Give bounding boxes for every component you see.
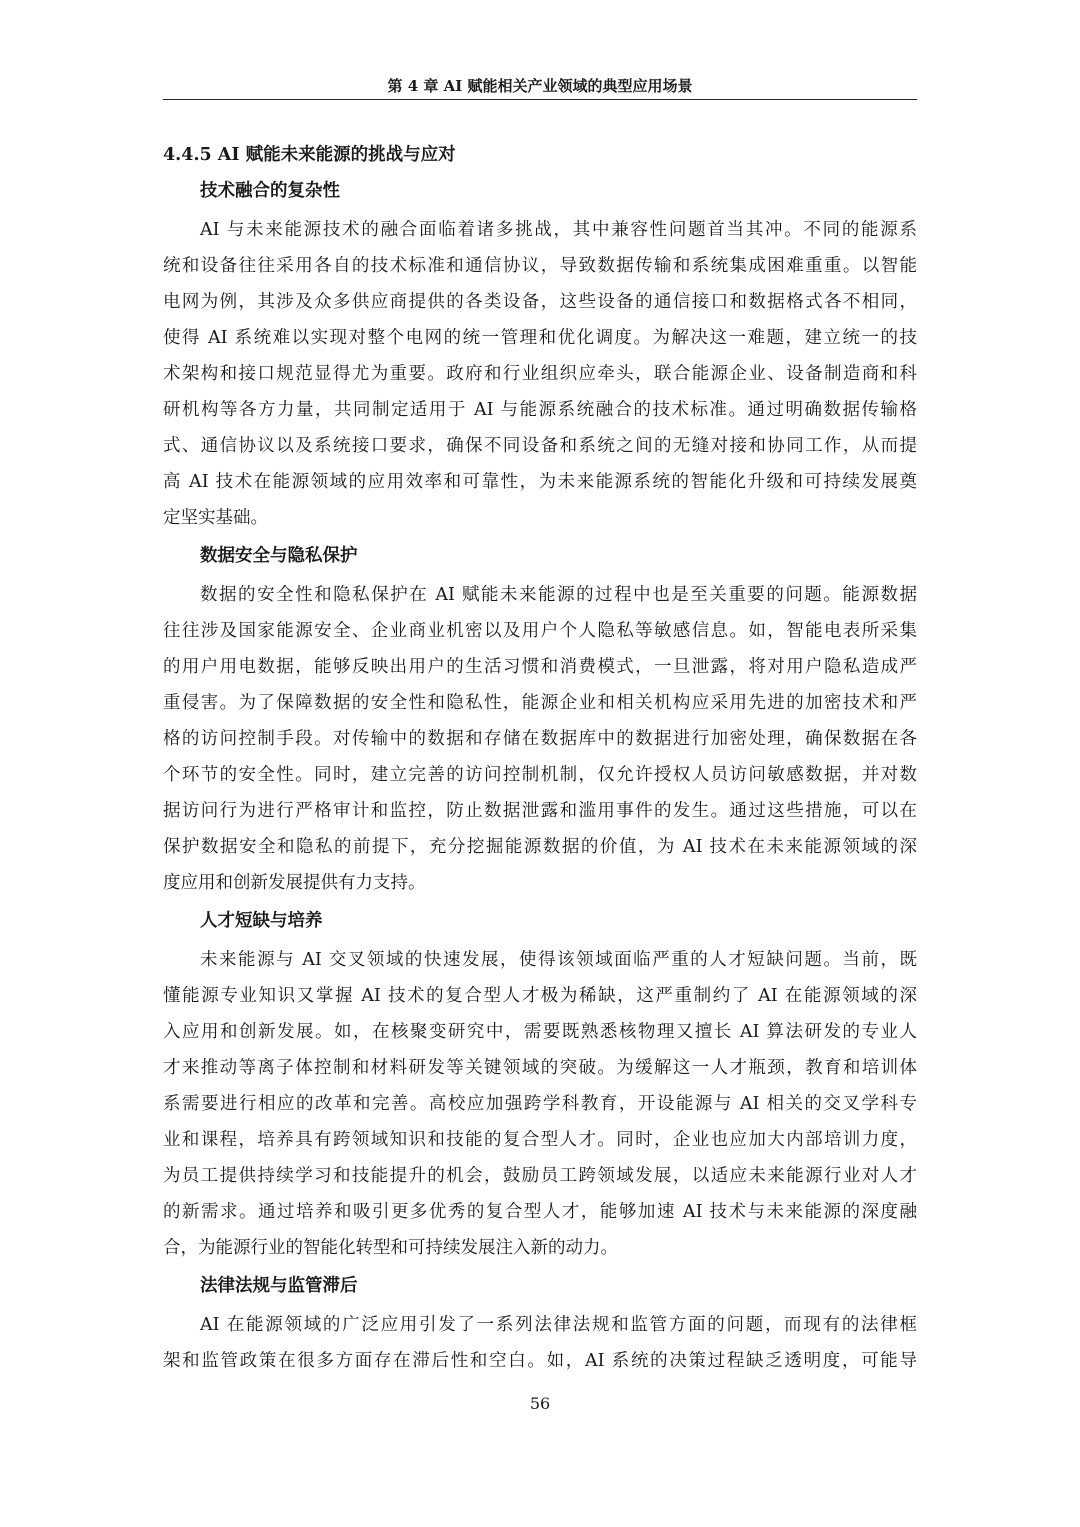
paragraph-line: 研机构等各方力量，共同制定适用于 AI 与能源系统融合的技术标准。通过明确数据传输格 (163, 400, 917, 420)
running-header: 第 4 章 AI 赋能相关产业领域的典型应用场景 (387, 77, 693, 95)
header-rule (163, 99, 917, 100)
paragraph-line: 式、通信协议以及系统接口要求，确保不同设备和系统之间的无缝对接和协同工作，从而提 (163, 436, 917, 456)
paragraph (163, 577, 917, 901)
paragraph-line: 使得 AI 系统难以实现对整个电网的统一管理和优化调度。为解决这一难题，建立统一的技 (163, 328, 917, 348)
paragraph (163, 1307, 917, 1379)
paragraph-line: 才来推动等离子体控制和材料研发等关键领域的突破。为缓解这一人才瓶颈，教育和培训体 (163, 1058, 917, 1078)
paragraph-line: 的用户用电数据，能够反映出用户的生活习惯和消费模式，一旦泄露，将对用户隐私造成严 (163, 657, 917, 677)
paragraph-line: 术架构和接口规范显得尤为重要。政府和行业组织应牵头，联合能源企业、设备制造商和科 (163, 364, 917, 384)
subsection-heading: 技术融合的复杂性 (200, 181, 340, 201)
paragraph (163, 212, 917, 536)
paragraph-line: 为员工提供持续学习和技能提升的机会，鼓励员工跨领域发展，以适应未来能源行业对人才 (163, 1166, 917, 1186)
paragraph-line: 合，为能源行业的智能化转型和可持续发展注入新的动力。 (163, 1238, 618, 1258)
subsection-heading: 人才短缺与培养 (200, 911, 323, 931)
subsection-heading: 法律法规与监管滞后 (200, 1276, 358, 1296)
page-number: 56 (529, 1394, 551, 1413)
paragraph-line: 电网为例，其涉及众多供应商提供的各类设备，这些设备的通信接口和数据格式各不相同， (163, 292, 917, 312)
paragraph-line: 格的访问控制手段。对传输中的数据和存储在数据库中的数据进行加密处理，确保数据在各 (163, 729, 917, 749)
paragraph-line: 据访问行为进行严格审计和监控，防止数据泄露和滥用事件的发生。通过这些措施，可以在 (163, 801, 917, 821)
paragraph-line: 未来能源与 AI 交叉领域的快速发展，使得该领域面临严重的人才短缺问题。当前，既 (200, 950, 917, 970)
paragraph-line: 懂能源专业知识又掌握 AI 技术的复合型人才极为稀缺，这严重制约了 AI 在能源领域的深 (163, 986, 917, 1006)
paragraph (163, 942, 917, 1266)
paragraph-line: 度应用和创新发展提供有力支持。 (163, 873, 426, 893)
page-content (163, 140, 917, 1384)
paragraph-line: AI 与未来能源技术的融合面临着诸多挑战，其中兼容性问题首当其冲。不同的能源系 (200, 220, 917, 240)
paragraph-line: 系需要进行相应的改革和完善。高校应加强跨学科教育，开设能源与 AI 相关的交叉学科专 (163, 1094, 917, 1114)
paragraph-line: 定坚实基础。 (163, 508, 268, 528)
paragraph-line: 入应用和创新发展。如，在核聚变研究中，需要既熟悉核物理又擅长 AI 算法研发的专业人 (163, 1022, 917, 1042)
paragraph-line: 的新需求。通过培养和吸引更多优秀的复合型人才，能够加速 AI 技术与未来能源的深度融 (163, 1202, 917, 1222)
paragraph-line: AI 在能源领域的广泛应用引发了一系列法律法规和监管方面的问题，而现有的法律框 (200, 1315, 917, 1335)
section-title: 4.4.5 AI 赋能未来能源的挑战与应对 (163, 145, 456, 165)
paragraph-line: 重侵害。为了保障数据的安全性和隐私性，能源企业和相关机构应采用先进的加密技术和严 (163, 693, 917, 713)
paragraph-line: 保护数据安全和隐私的前提下，充分挖掘能源数据的价值，为 AI 技术在未来能源领域的深 (163, 837, 917, 857)
paragraph-line: 架和监管政策在很多方面存在滞后性和空白。如，AI 系统的决策过程缺乏透明度，可能导 (163, 1351, 917, 1371)
paragraph-line: 业和课程，培养具有跨领域知识和技能的复合型人才。同时，企业也应加大内部培训力度， (163, 1130, 917, 1150)
paragraph-line: 个环节的安全性。同时，建立完善的访问控制机制，仅允许授权人员访问敏感数据，并对数 (163, 765, 917, 785)
paragraph-line: 往往涉及国家能源安全、企业商业机密以及用户个人隐私等敏感信息。如，智能电表所采集 (163, 621, 917, 641)
subsection-heading: 数据安全与隐私保护 (200, 546, 358, 566)
paragraph-line: 高 AI 技术在能源领域的应用效率和可靠性，为未来能源系统的智能化升级和可持续发展奠 (163, 472, 917, 492)
paragraph-line: 统和设备往往采用各自的技术标准和通信协议，导致数据传输和系统集成困难重重。以智能 (163, 256, 917, 276)
paragraph-line: 数据的安全性和隐私保护在 AI 赋能未来能源的过程中也是至关重要的问题。能源数据 (200, 585, 917, 605)
